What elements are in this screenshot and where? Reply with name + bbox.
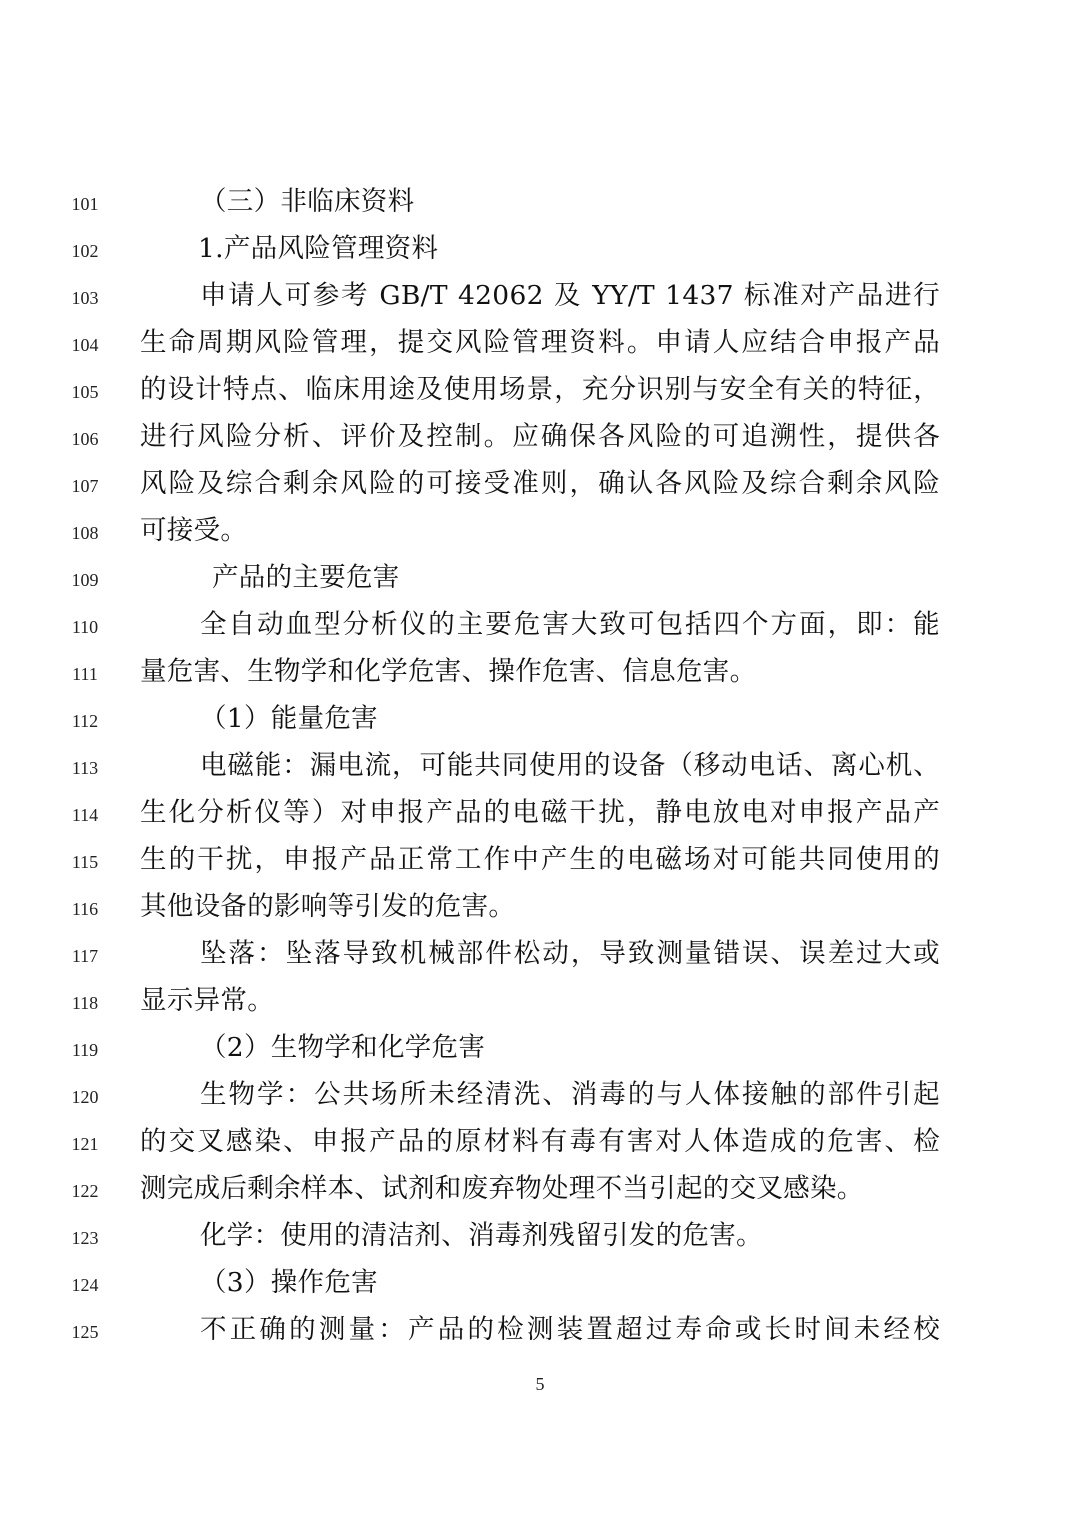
paragraph-text: 生化分析仪等）对申报产品的电磁干扰，静电放电对申报产品产	[140, 797, 940, 828]
document-line	[0, 274, 1080, 321]
line-number: 122	[71, 1181, 99, 1201]
paragraph-text: 量危害、生物学和化学危害、操作危害、信息危害。	[140, 656, 757, 687]
document-line	[0, 321, 1080, 368]
paragraph-text: 测完成后剩余样本、试剂和废弃物处理不当引起的交叉感染。	[140, 1173, 864, 1204]
line-number: 103	[71, 288, 99, 308]
line-number: 101	[71, 194, 99, 214]
paragraph-text: 申请人可参考 GB/T 42062 及 YY/T 1437 标准对产品进行	[200, 280, 940, 311]
page-number: 5	[535, 1374, 545, 1394]
line-number: 117	[71, 946, 99, 966]
line-number: 106	[71, 429, 99, 449]
document-line	[0, 885, 1080, 932]
paragraph-text: 化学：使用的清洁剂、消毒剂残留引发的危害。	[200, 1220, 763, 1251]
line-number: 113	[71, 758, 99, 778]
paragraph-text: 全自动血型分析仪的主要危害大致可包括四个方面，即：能	[200, 609, 940, 640]
paragraph-text: 不正确的测量：产品的检测装置超过寿命或长时间未经校	[200, 1314, 940, 1345]
document-line	[0, 180, 1080, 227]
document-line	[0, 791, 1080, 838]
line-number: 114	[71, 805, 99, 825]
section-heading: （三）非临床资料	[200, 186, 415, 217]
document-line	[0, 509, 1080, 556]
document-body	[0, 180, 1080, 1355]
document-line	[0, 368, 1080, 415]
document-line	[0, 1167, 1080, 1214]
subsection-heading: 1.产品风险管理资料	[198, 233, 439, 264]
line-number: 104	[71, 335, 99, 355]
line-number: 118	[71, 993, 99, 1013]
paragraph-text: 电磁能：漏电流，可能共同使用的设备（移动电话、离心机、	[200, 750, 940, 781]
paragraph-text: 坠落：坠落导致机械部件松动，导致测量错误、误差过大或	[200, 938, 940, 969]
document-line	[0, 697, 1080, 744]
line-number: 115	[71, 852, 99, 872]
paragraph-text: 的设计特点、临床用途及使用场景，充分识别与安全有关的特征，	[140, 374, 940, 405]
document-line	[0, 603, 1080, 650]
line-number: 111	[72, 664, 98, 684]
line-number: 109	[71, 570, 99, 590]
paragraph-text: 生命周期风险管理，提交风险管理资料。申请人应结合申报产品	[140, 327, 940, 358]
line-number: 125	[71, 1322, 99, 1342]
line-number: 123	[71, 1228, 99, 1248]
line-number: 105	[71, 382, 99, 402]
document-line	[0, 415, 1080, 462]
document-line	[0, 462, 1080, 509]
line-number: 108	[71, 523, 99, 543]
document-line	[0, 1026, 1080, 1073]
line-number: 102	[71, 241, 99, 261]
document-line	[0, 556, 1080, 603]
document-line	[0, 650, 1080, 697]
line-number: 107	[71, 476, 99, 496]
paragraph-text: 生的干扰，申报产品正常工作中产生的电磁场对可能共同使用的	[140, 844, 940, 875]
document-line	[0, 932, 1080, 979]
document-line	[0, 1120, 1080, 1167]
paragraph-text: 的交叉感染、申报产品的原材料有毒有害对人体造成的危害、检	[140, 1126, 940, 1157]
line-number: 110	[71, 617, 99, 637]
paragraph-text: 风险及综合剩余风险的可接受准则，确认各风险及综合剩余风险	[140, 468, 940, 499]
paragraph-text: 进行风险分析、评价及控制。应确保各风险的可追溯性，提供各	[140, 421, 940, 452]
document-line	[0, 1261, 1080, 1308]
line-number: 119	[71, 1040, 99, 1060]
subsection-heading: （2）生物学和化学危害	[200, 1032, 486, 1063]
paragraph-text: 其他设备的影响等引发的危害。	[140, 891, 516, 922]
document-line	[0, 1214, 1080, 1261]
subsection-heading: （1）能量危害	[200, 703, 378, 734]
line-number: 121	[71, 1134, 99, 1154]
line-number: 124	[71, 1275, 99, 1295]
line-number: 120	[71, 1087, 99, 1107]
line-number: 112	[71, 711, 99, 731]
document-line	[0, 1073, 1080, 1120]
document-line	[0, 227, 1080, 274]
document-line	[0, 744, 1080, 791]
paragraph-text: 可接受。	[140, 515, 248, 546]
line-number: 116	[71, 899, 99, 919]
paragraph-text: 生物学：公共场所未经清洗、消毒的与人体接触的部件引起	[200, 1079, 940, 1110]
document-line	[0, 838, 1080, 885]
paragraph-text: 显示异常。	[140, 985, 274, 1016]
document-line	[0, 979, 1080, 1026]
subsection-heading: （3）操作危害	[200, 1267, 378, 1298]
subsection-heading: 产品的主要危害	[212, 562, 400, 593]
document-line	[0, 1308, 1080, 1355]
